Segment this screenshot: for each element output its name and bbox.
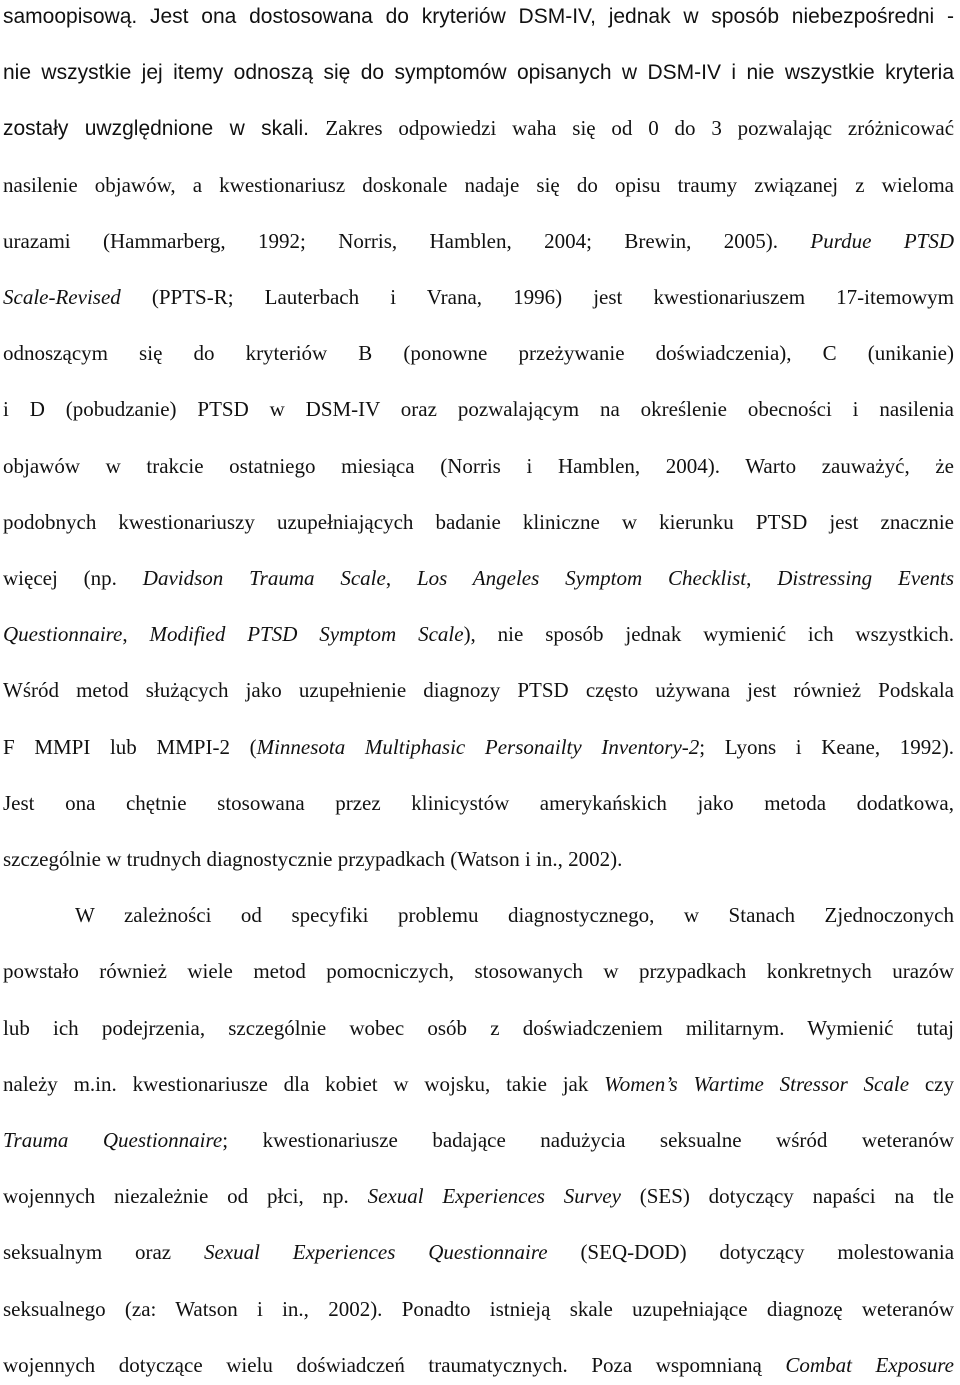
text-segment: podobnych kwestionariuszy uzupełniających badanie kliniczne w kierunku PTSD jest znacznie <box>3 509 954 534</box>
text-line <box>3 727 954 767</box>
text-line <box>3 1345 954 1385</box>
text-line <box>3 895 954 935</box>
text-segment: nie wszystkie jej itemy odnoszą się do symptomów opisanych w DSM-IV i nie wszystkie kryteria <box>3 61 954 85</box>
text-line <box>3 1008 954 1048</box>
text-line <box>3 221 954 261</box>
italic-title-text: Los Angeles Symptom Checklist <box>416 566 747 590</box>
text-segment: urazami (Hammarberg, 1992; Norris, Hamblen, 2004; Brewin, 2005). <box>3 228 811 253</box>
text-line <box>3 52 954 92</box>
text-segment: objawów w trakcie ostatniego miesiąca (Norris i Hamblen, 2004). Warto zauważyć, że <box>3 453 954 478</box>
italic-title-text: Sexual Experiences Questionnaire <box>203 1240 548 1265</box>
text-line <box>3 277 954 317</box>
italic-title-text: Davidson Trauma Scale <box>142 566 386 590</box>
text-segment: Wśród metod służących jako uzupełnienie diagnozy PTSD często używana jest również Podskala <box>3 678 954 703</box>
text-segment: seksualnym oraz <box>3 1240 204 1265</box>
text-segment: powstało również wiele metod pomocniczych, stosowanych w przypadkach konkretnych urazów <box>3 959 954 984</box>
text-line <box>3 1289 954 1329</box>
text-segment: czy <box>909 1071 954 1096</box>
text-segment: zostały uwzględnione w skali. <box>3 117 326 141</box>
text-line <box>3 0 954 36</box>
text-segment: lub ich podejrzenia, szczególnie wobec osób z doświadczeniem militarnym. Wymienić tutaj <box>3 1015 954 1040</box>
text-segment: wojennych niezależnie od płci, np. <box>3 1184 368 1209</box>
text-line <box>3 1064 954 1104</box>
text-line <box>3 614 954 654</box>
text-line <box>3 108 954 148</box>
text-segment: W zależności od specyfiki problemu diagnostycznego, w Stanach Zjednoczonych <box>75 903 954 928</box>
italic-title-text: Distressing Events <box>777 566 955 590</box>
italic-title-text: Sexual Experiences Survey <box>367 1184 621 1209</box>
text-segment: seksualnego (za: Watson i in., 2002). Ponadto istnieją skale uzupełniające diagnozę weteranów <box>3 1296 954 1321</box>
text-segment: samoopisową. Jest ona dostosowana do kryteriów DSM-IV, jednak w sposób niebezpośredni - <box>3 5 954 28</box>
text-line <box>3 558 954 598</box>
text-segment: i D (pobudzanie) PTSD w DSM-IV oraz pozwalającym na określenie obecności i nasilenia <box>3 397 954 422</box>
text-line <box>3 1120 954 1160</box>
text-segment: F MMPI lub MMPI-2 ( <box>3 734 257 759</box>
text-line <box>3 502 954 542</box>
text-segment: ; kwestionariusze badające nadużycia seksualne wśród weteranów <box>222 1128 954 1152</box>
text-segment: (SEQ-DOD) dotyczący molestowania <box>547 1240 955 1265</box>
text-line <box>3 783 954 823</box>
text-segment: nasilenie objawów, a kwestionariusz doskonale nadaje się do opisu traumy związanej z wieloma <box>3 172 954 197</box>
text-line <box>3 389 954 429</box>
text-line <box>3 839 954 879</box>
italic-title-text: Purdue PTSD <box>810 228 954 253</box>
text-line <box>3 670 954 710</box>
text-segment: Zakres odpowiedzi waha się od 0 do 3 pozwalając zróżnicować <box>325 116 955 141</box>
text-segment: ; Lyons i Keane, 1992). <box>699 734 954 759</box>
italic-title-text: Minnesota Multiphasic Personailty Inventory-2 <box>256 734 700 759</box>
text-segment: ), nie sposób jednak wymienić ich wszystkich. <box>463 622 955 647</box>
italic-title-text: Questionnaire <box>3 622 123 647</box>
text-segment: , <box>746 566 778 590</box>
text-line <box>3 1176 954 1216</box>
text-segment: (SES) dotyczący napaści na tle <box>620 1184 954 1209</box>
text-segment: Jest ona chętnie stosowana przez klinicystów amerykańskich jako metoda dodatkowa, <box>3 790 954 815</box>
italic-title-text: Scale-Revised <box>3 285 121 309</box>
text-line <box>3 165 954 205</box>
text-segment: odnoszącym się do kryteriów B (ponowne przeżywanie doświadczenia), C (unikanie) <box>3 341 954 366</box>
text-segment: wojennych dotyczące wielu doświadczeń traumatycznych. Poza wspomnianą <box>3 1352 786 1377</box>
text-line <box>3 333 954 373</box>
italic-title-text: Trauma Questionnaire <box>3 1128 223 1152</box>
text-segment: należy m.in. kwestionariusze dla kobiet w wojsku, takie jak <box>3 1071 605 1096</box>
text-segment: , <box>385 566 417 590</box>
text-segment: , <box>122 622 150 647</box>
text-segment: więcej (np. <box>3 566 143 590</box>
italic-title-text: Combat Exposure <box>785 1352 955 1377</box>
italic-title-text: Women’s Wartime Stressor Scale <box>604 1071 910 1096</box>
text-line <box>3 951 954 991</box>
text-line <box>3 446 954 486</box>
italic-title-text: Modified PTSD Symptom Scale <box>149 622 464 647</box>
text-segment: (PPTS-R; Lauterbach i Vrana, 1996) jest kwestionariuszem 17-itemowym <box>120 285 954 309</box>
text-segment: szczególnie w trudnych diagnostycznie przypadkach (Watson i in., 2002). <box>3 847 623 871</box>
text-line <box>3 1232 954 1272</box>
